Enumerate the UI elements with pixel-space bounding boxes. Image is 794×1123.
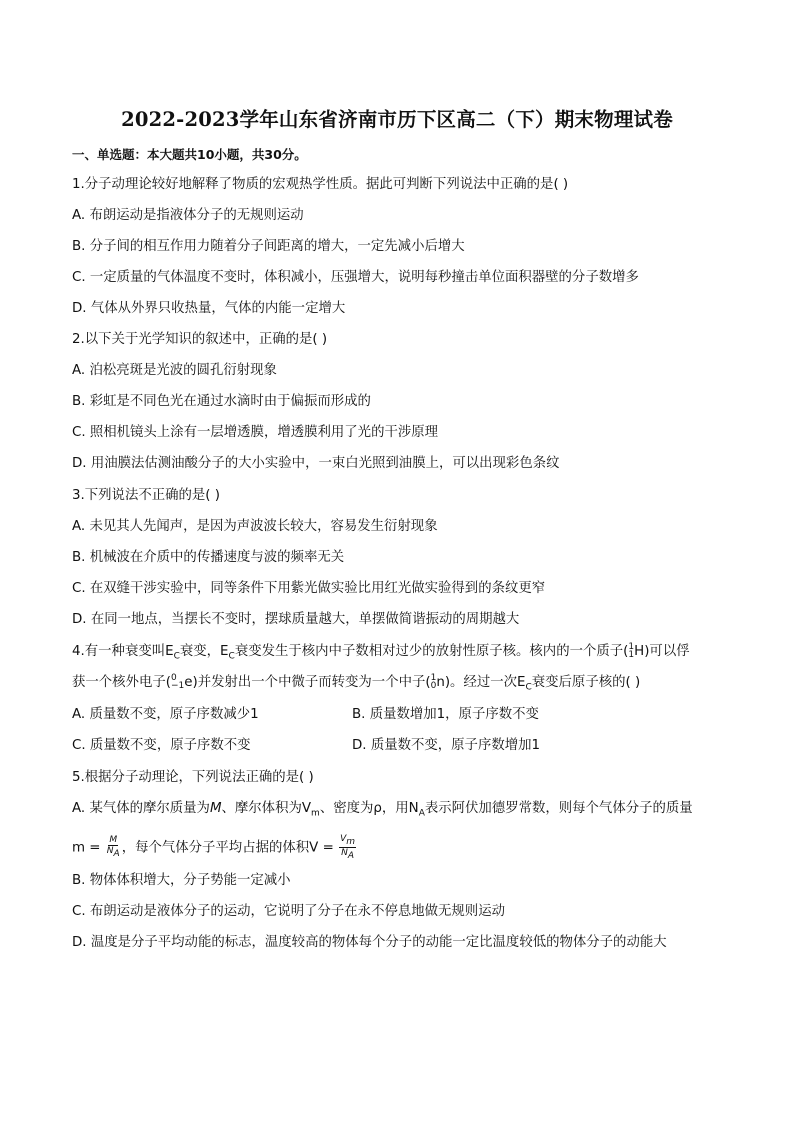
q5-stem: 5.根据分子动理论，下列说法正确的是( ) bbox=[72, 770, 314, 785]
q4-sub: C bbox=[228, 651, 235, 662]
q3-stem: 3.下列说法不正确的是( ) bbox=[72, 488, 220, 503]
mass-fraction: $\frac{M}{N_A}$ bbox=[106, 835, 120, 860]
q4-text: 衰变，E bbox=[179, 644, 229, 659]
q4-text: )并发射出一个中微子而转变为一个中子( bbox=[192, 675, 431, 690]
q2-option-c: C. 照相机镜头上涂有一层增透膜，增透膜利用了光的干涉原理 bbox=[72, 425, 439, 440]
q4-stem-line2 bbox=[72, 674, 640, 697]
proton-symbol: 1 1 bbox=[628, 642, 635, 660]
q3-option-c: C. 在双缝干涉实验中，同等条件下用紫光做实验比用红光做实验得到的条纹更窄 bbox=[72, 581, 546, 596]
q5-option-d: D. 温度是分子平均动能的标志，温度较高的物体每个分子的动能一定比温度较低的物体分子的动能大 bbox=[72, 935, 667, 950]
q4-text: 4.有一种衰变叫E bbox=[72, 644, 174, 659]
q4-text: )可以俘 bbox=[644, 644, 690, 659]
electron-symbol: 0 −1 bbox=[170, 673, 185, 691]
q4-text: )。经过一次E bbox=[444, 675, 526, 690]
q4-option-b: B. 质量数增加1，原子序数不变 bbox=[352, 707, 539, 722]
q4-option-c: C. 质量数不变，原子序数不变 bbox=[72, 738, 251, 753]
q1-option-b: B. 分子间的相互作用力随着分子间距离的增大，一定先减小后增大 bbox=[72, 239, 465, 254]
q5-option-a-line1: A. 某气体的摩尔质量为M、摩尔体积为$V_m$、密度为ρ，用$N_A$表示阿伏加德罗常数，则每个气体分子的质量 bbox=[72, 801, 693, 819]
q1-stem: 1.分子动理论较好地解释了物质的宏观热学性质。据此可判断下列说法中正确的是( ) bbox=[72, 177, 569, 192]
q4-text: 衰变后原子核的( ) bbox=[531, 675, 641, 690]
q2-stem: 2.以下关于光学知识的叙述中，正确的是( ) bbox=[72, 332, 328, 347]
q3-option-b: B. 机械波在介质中的传播速度与波的频率无关 bbox=[72, 550, 345, 565]
q2-option-b: B. 彩虹是不同色光在通过水滴时由于偏振而形成的 bbox=[72, 394, 371, 409]
q5-option-a-line2: m = $\frac{M}{N_A}$ ，每个气体分子平均占据的体积V = $\frac{V_m}{N_A}$ bbox=[72, 834, 356, 861]
neutron-symbol: 1 0 bbox=[430, 673, 437, 691]
electron-letter: e bbox=[184, 675, 193, 690]
q4-sub: C bbox=[173, 651, 180, 662]
exam-title: 2022-2023学年山东省济南市历下区高二（下）期末物理试卷 bbox=[121, 108, 673, 131]
q3-option-d: D. 在同一地点，当摆长不变时，摆球质量越大，单摆做简谐振动的周期越大 bbox=[72, 612, 520, 627]
q4-text: 获一个核外电子( bbox=[72, 675, 171, 690]
q4-stem-line1 bbox=[72, 643, 690, 666]
neutron-letter: n bbox=[436, 675, 445, 690]
q3-option-a: A. 未见其人先闻声，是因为声波波长较大，容易发生衍射现象 bbox=[72, 519, 438, 534]
q1-option-a: A. 布朗运动是指液体分子的无规则运动 bbox=[72, 208, 304, 223]
q4-option-a: A. 质量数不变，原子序数减少1 bbox=[72, 707, 259, 722]
q5-option-b: B. 物体体积增大，分子势能一定减小 bbox=[72, 873, 291, 888]
section-heading: 一、单选题：本大题共10小题，共30分。 bbox=[72, 147, 307, 162]
q5-option-c: C. 布朗运动是液体分子的运动，它说明了分子在永不停息地做无规则运动 bbox=[72, 904, 505, 919]
q2-option-a: A. 泊松亮斑是光波的圆孔衍射现象 bbox=[72, 363, 277, 378]
volume-fraction: $\frac{V_m}{N_A}$ bbox=[340, 834, 356, 861]
q2-option-d: D. 用油膜法估测油酸分子的大小实验中，一束白光照到油膜上，可以出现彩色条纹 bbox=[72, 456, 560, 471]
proton-letter: H bbox=[634, 644, 645, 659]
q4-sub: C bbox=[525, 682, 532, 693]
q4-option-d: D. 质量数不变，原子序数增加1 bbox=[352, 738, 541, 753]
q4-text: 衰变发生于核内中子数相对过少的放射性原子核。核内的一个质子( bbox=[234, 644, 629, 659]
q1-option-c: C. 一定质量的气体温度不变时，体积减小，压强增大，说明每秒撞击单位面积器壁的分子数增多 bbox=[72, 270, 639, 285]
q1-option-d: D. 气体从外界只收热量，气体的内能一定增大 bbox=[72, 301, 346, 316]
